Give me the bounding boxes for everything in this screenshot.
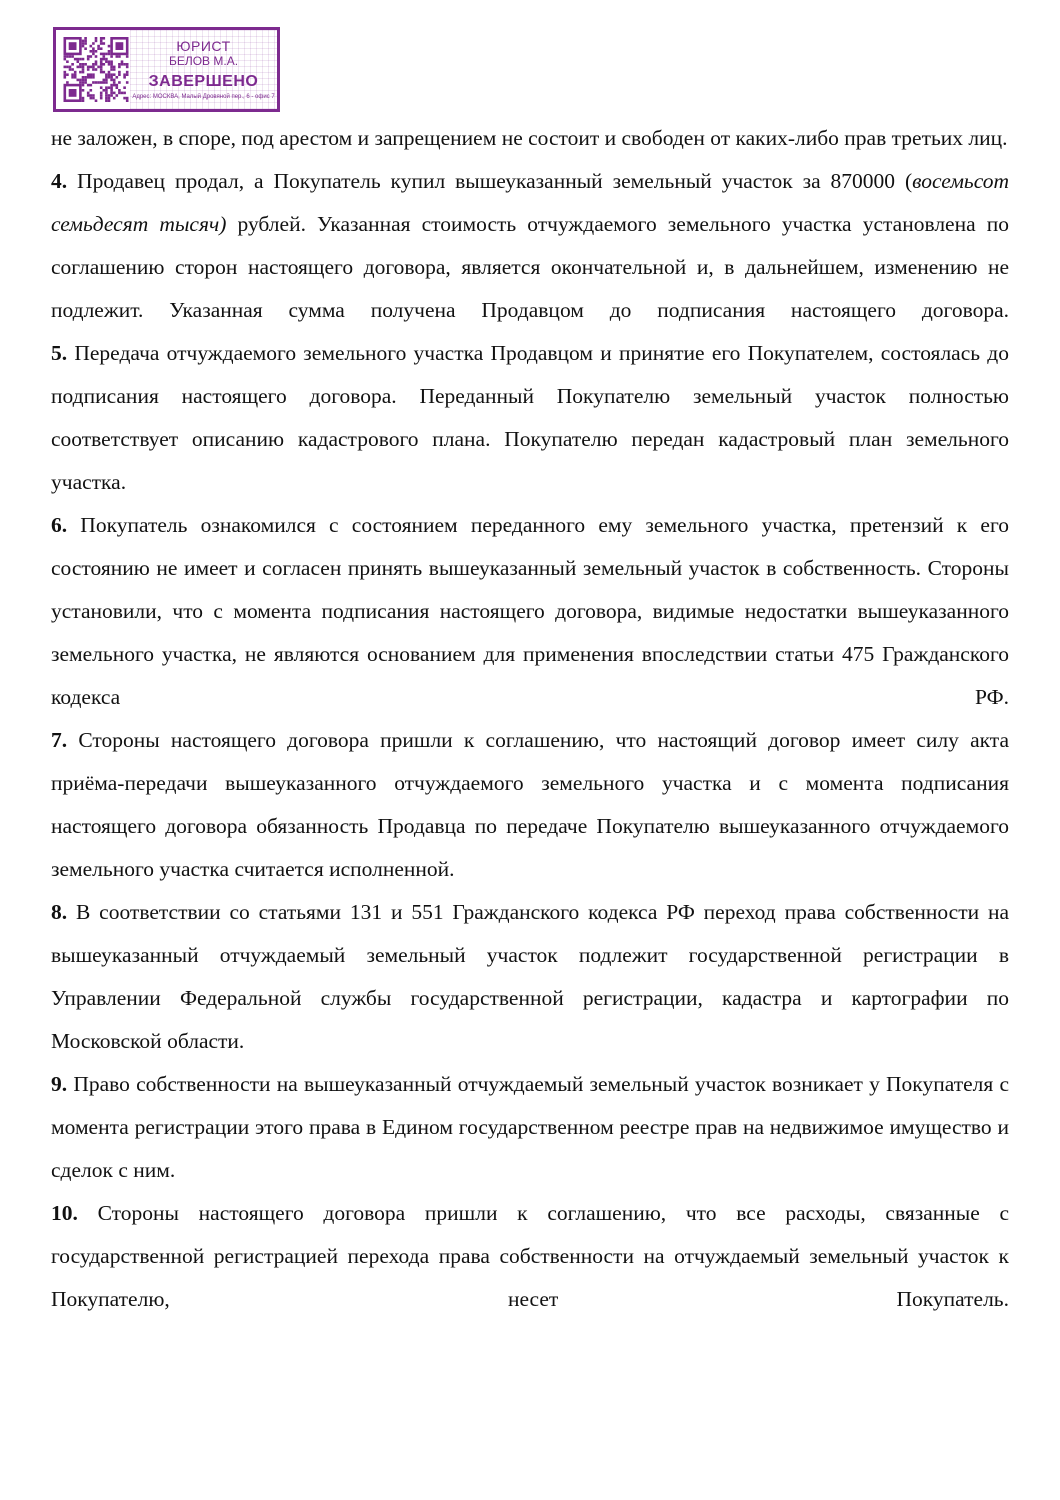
clause-number: 7. — [51, 728, 68, 752]
clause-text: Право собственности на вышеуказанный отчуждаемый земельный участок возникает у Покупателя с момента регистрации этого права в Едином государственном реестре прав на недвижимое имущество и сделок с ним. — [51, 1072, 1009, 1182]
clause-text: Стороны настоящего договора пришли к соглашению, что настоящий договор имеет силу акта приёма-передачи вышеуказанного отчуждаемого земельного участка и с момента подписания настоящего договора обязанность Продавца по передаче Покупателю вышеуказанного отчуждаемого земельного участка считается исполненной. — [51, 728, 1009, 881]
clause-number: 9. — [51, 1072, 68, 1096]
stamp-address: Адрес: МОСКВА, Малый Дровяной пер., 6 - офис 7 — [132, 94, 275, 100]
paragraph-intro: не заложен, в споре, под арестом и запрещением не состоит и свободен от каких-либо прав третьих лиц. — [51, 126, 1008, 150]
paragraph-4 — [51, 160, 1009, 332]
document-body — [51, 117, 1009, 1321]
qr-code-icon — [62, 34, 130, 105]
stamp-status: ЗАВЕРШЕНО — [148, 73, 259, 90]
stamp-title: ЮРИСТ — [176, 38, 231, 54]
price-in-words: восемьсот семьдесят тысяч) — [51, 169, 1009, 236]
clause-number: 5. — [51, 341, 68, 365]
clause-number: 10. — [51, 1201, 78, 1225]
clause-number: 4. — [51, 169, 68, 193]
lawyer-stamp — [53, 27, 280, 112]
clause-text: Покупатель ознакомился с состоянием переданного ему земельного участка, претензий к его состоянию не имеет и согласен принять вышеуказанный земельный участок в собственность. Стороны установили, что с момента подписания настоящего договора, видимые недостатки вышеуказанного земельного участка, не являются основанием для применения впоследствии статьи 475 Гражданского кодекса РФ. — [51, 513, 1009, 709]
paragraph-10 — [51, 1192, 1009, 1321]
clause-text: Передача отчуждаемого земельного участка Продавцом и принятие его Покупателем, состоялась до подписания настоящего договора. Переданный Покупателю земельный участок полностью соответствует описанию кадастрового плана. Покупателю передан кадастровый план земельного участка. — [51, 341, 1009, 494]
clause-text: рублей. Указанная стоимость отчуждаемого земельного участка установлена по соглашению сторон настоящего договора, является окончательной и, в дальнейшем, изменению не подлежит. Указанная сумма получена Продавцом до подписания настоящего договора. — [51, 212, 1009, 322]
stamp-name: БЕЛОВ М.А. — [168, 54, 239, 68]
paragraph-7 — [51, 719, 1009, 891]
clause-number: 6. — [51, 513, 68, 537]
paragraph-5 — [51, 332, 1009, 504]
clause-text: В соответствии со статьями 131 и 551 Гражданского кодекса РФ переход права собственности на вышеуказанный отчуждаемый земельный участок подлежит государственной регистрации в Управлении Федеральной службы государственной регистрации, кадастра и картографии по Московской области. — [51, 900, 1009, 1053]
clause-number: 8. — [51, 900, 68, 924]
clause-text: Продавец продал, а Покупатель купил вышеуказанный земельный участок за 870000 ( — [67, 169, 913, 193]
paragraph-9 — [51, 1063, 1009, 1192]
paragraph-8 — [51, 891, 1009, 1063]
stamp-text-block — [130, 30, 277, 109]
paragraph-6 — [51, 504, 1009, 719]
clause-text: Стороны настоящего договора пришли к соглашению, что все расходы, связанные с государственной регистрацией перехода права собственности на отчуждаемый земельный участок к Покупателю, несет Покупатель. — [51, 1201, 1009, 1311]
